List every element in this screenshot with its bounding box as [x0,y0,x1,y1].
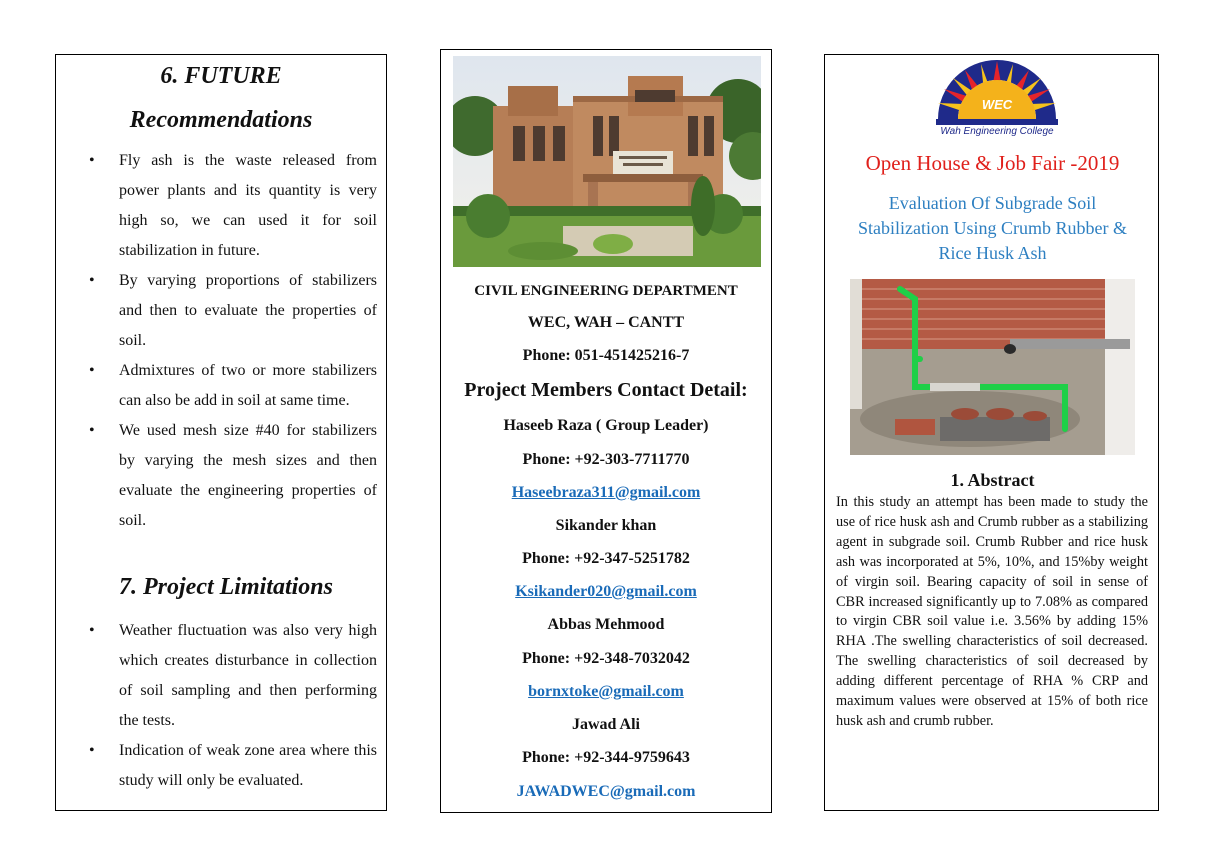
list-item: • Indication of weak zone area where this study will only be evaluated. [89,736,377,796]
wec-logo [930,59,1064,141]
project-title-line: Stabilization Using Crumb Rubber & [858,218,1127,238]
list-item: • We used mesh size #40 for stabilizers by varying the mesh sizes and then evaluate the engineering properties of soil. [89,416,377,536]
member-email-link[interactable]: Ksikander020@gmail.com [515,583,697,600]
member-phone: Phone: +92-347-5251782 [522,550,690,567]
member-email-link[interactable]: bornxtoke@gmail.com [528,683,684,700]
department-name: CIVIL ENGINEERING DEPARTMENT [474,283,738,299]
test-setup-photo [850,279,1135,455]
member-phone: Phone: +92-303-7711770 [522,451,690,468]
member-phone: Phone: +92-348-7032042 [522,650,690,667]
member-name: Sikander khan [555,517,657,534]
project-title [825,191,1160,266]
member-name: Jawad Ali [571,716,640,733]
logo-text: WEC [981,97,1013,112]
list-item: • By varying proportions of stabilizers and then to evaluate the properties of soil. [89,266,377,356]
cover-panel [824,54,1159,811]
department-phone: Phone: 051-451425216-7 [522,347,690,364]
members-heading: Project Members Contact Detail: [464,379,748,401]
list-item: • Weather fluctuation was also very high which creates disturbance in collection of soil sampling and then performing the tests. [89,616,377,736]
member-phone: Phone: +92-344-9759643 [522,749,690,766]
abstract-text: In this study an attempt has been made to study the use of rice husk ash and Crumb rubber as a stabilizing agent in subgrade soil. Crumb Rubber and rice husk ash was incorporated at 5%, 10%, and 15%by weight of virgin soil. Bearing capacity of soil in sense of CBR increased significantly up to 7.08% as compared to virgin CBR soil value i.e. 3.56% by adding 15% RHA .The swelling characteristics of soil decreased. The swelling characteristics of soil decreased by adding different percentage of RHA % CRP and maximum values were observed at 15% of both rice husk ash and crumb rubber. [836,494,1148,729]
limitations-title: 7. Project Limitations [119,574,333,600]
limitations-list [89,616,377,796]
member-email-link[interactable]: Haseebraza311@gmail.com [511,484,701,501]
list-item: • Admixtures of two or more stabilizers can also be add in soil at same time. [89,356,377,416]
member-name: Haseeb Raza ( Group Leader) [503,417,709,434]
contact-panel [440,49,772,813]
future-list [89,146,377,536]
future-title-line2: Recommendations [129,107,313,133]
college-building-image [453,56,761,267]
member-name: Abbas Mehmood [547,616,665,633]
future-title-line1: 6. FUTURE [160,63,282,89]
project-title-line: Evaluation Of Subgrade Soil [888,193,1097,213]
list-item: • Fly ash is the waste released from power plants and its quantity is very high so, we can used it for soil stabilization in future. [89,146,377,266]
logo-caption: Wah Engineering College [940,126,1054,137]
future-panel [55,54,387,811]
project-title-line: Rice Husk Ash [938,243,1047,263]
abstract-heading: 1. Abstract [950,470,1035,490]
member-email-link[interactable]: JAWADWEC@gmail.com [516,783,696,800]
college-location: WEC, WAH – CANTT [527,314,685,331]
event-title: Open House & Job Fair -2019 [865,151,1120,175]
